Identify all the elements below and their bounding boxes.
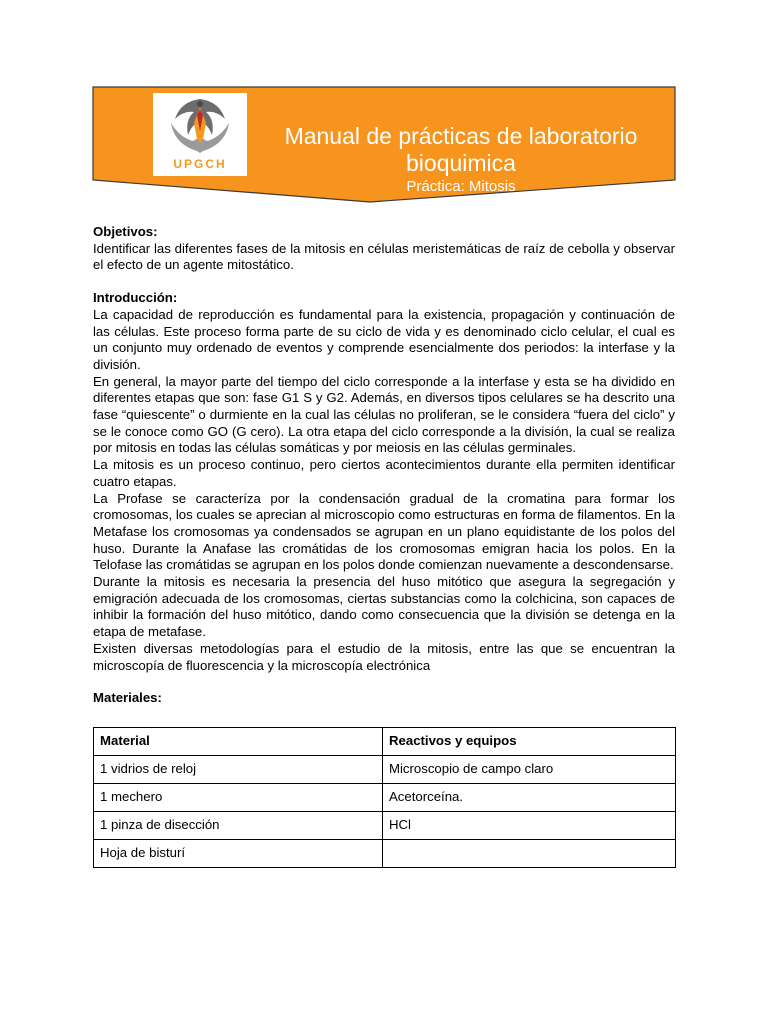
table-row bbox=[94, 755, 676, 783]
intro-paragraph: Existen diversas metodologías para el estudio de la mitosis, entre las que se encuentran la microscopía de fluorescencia y la microscopía electrónica bbox=[93, 640, 675, 673]
logo-text: UPGCH bbox=[173, 157, 227, 171]
upgch-logo bbox=[153, 93, 247, 176]
header-banner bbox=[0, 0, 768, 210]
title-line-2: bioquimica bbox=[406, 150, 516, 176]
page-subtitle: Práctica: Mitosis bbox=[406, 178, 516, 195]
objetivos-text: Identificar las diferentes fases de la mitosis en células meristemáticas de raíz de cebolla y observar el efecto de un agente mitostático. bbox=[93, 240, 675, 273]
table-cell: HCl bbox=[383, 811, 676, 839]
title-line-1: Manual de prácticas de laboratorio bbox=[284, 123, 638, 149]
table-cell: Microscopio de campo claro bbox=[383, 755, 676, 783]
materials-table bbox=[93, 727, 676, 868]
table-cell: Hoja de bisturí bbox=[94, 839, 383, 867]
document-body bbox=[93, 224, 675, 868]
introduccion-heading: Introducción: bbox=[93, 290, 178, 306]
table-header-cell: Material bbox=[94, 727, 383, 755]
table-row bbox=[94, 839, 676, 867]
table-cell: 1 pinza de disección bbox=[94, 811, 383, 839]
table-cell: Acetorceína. bbox=[383, 783, 676, 811]
eagle-emblem-icon bbox=[153, 93, 247, 157]
materiales-heading: Materiales: bbox=[93, 690, 162, 706]
table-header-cell: Reactivos y equipos bbox=[383, 727, 676, 755]
table-header-row bbox=[94, 727, 676, 755]
table-cell: 1 mechero bbox=[94, 783, 383, 811]
intro-paragraph: Durante la mitosis es necesaria la presencia del huso mitótico que asegura la segregación y emigración adecuada de los cromosomas, ciertas substancias como la colchicina, son capaces de inhibir la formación del huso mitótico, dando como consecuencia que la división se detenga en la etapa de metafase. bbox=[93, 574, 675, 640]
objetivos-heading: Objetivos: bbox=[93, 224, 158, 239]
table-row bbox=[94, 783, 676, 811]
table-cell: 1 vidrios de reloj bbox=[94, 755, 383, 783]
page-title bbox=[262, 123, 660, 177]
intro-paragraph: La mitosis es un proceso continuo, pero ciertos acontecimientos durante ella permiten identificar cuatro etapas. bbox=[93, 457, 675, 489]
table-row bbox=[94, 811, 676, 839]
intro-paragraph: La capacidad de reproducción es fundamental para la existencia, propagación y continuación de las células. Este proceso forma parte de su ciclo de vida y es denominado ciclo celular, el cual es un conjunto muy ordenado de eventos y comprende esencialmente dos periodos: la interfase y la división. bbox=[93, 306, 675, 372]
intro-paragraph: En general, la mayor parte del tiempo del ciclo corresponde a la interfase y esta se ha dividido en diferentes etapas que son: fase G1 S y G2. Además, en diversos tipos celulares se ha descrito una fase “quiescente” o durmiente en la cual las células no proliferan, se le considera “fuera del ciclo” y se le conoce como GO (G cero). La otra etapa del ciclo corresponde a la división, la cual se realiza por mitosis en todas las células somáticas y por meiosis en las células germinales. bbox=[93, 373, 675, 456]
table-cell bbox=[383, 839, 676, 867]
intro-paragraph: La Profase se caracteríza por la condensación gradual de la cromatina para formar los cromosomas, los cuales se aprecian al microscopio como estructuras en forma de filamentos. En la Metafase los cromosomas ya condensados se agrupan en un plano equidistante de los polos del huso. Durante la Anafase las cromátidas de los cromosomas emigran hacia los polos. En la Telofase las cromátidas se agrupan en los polos donde comienzan nuevamente a descondensarse. bbox=[93, 490, 675, 573]
